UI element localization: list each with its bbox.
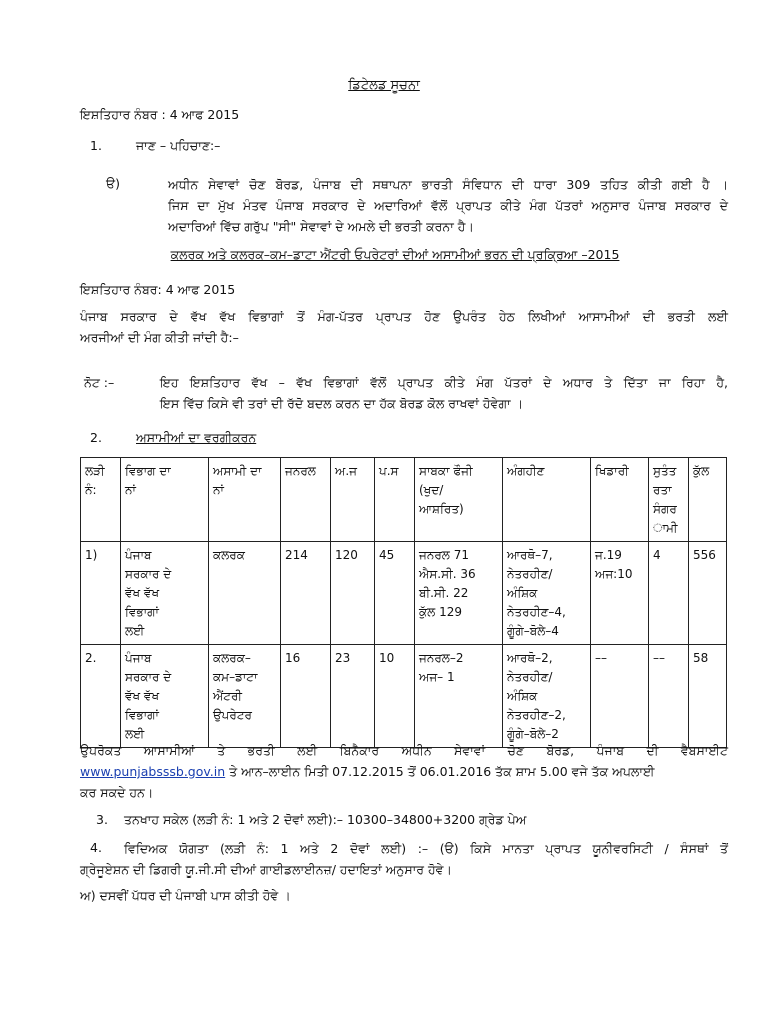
cell-text: ਜਨਰਲ xyxy=(285,464,316,478)
cell-department xyxy=(121,645,209,748)
cell-freedom-fighter xyxy=(649,542,689,645)
cell-text: ਲਈ xyxy=(125,624,145,638)
cell-text: 16 xyxy=(285,651,301,665)
cell-text: ਗੂੰਗੇ–ਬੋਲੇ–2 xyxy=(507,727,559,741)
table-header-row xyxy=(81,458,727,542)
cell-text: ਖਿਡਾਰੀ xyxy=(595,464,629,478)
cell-text: ਆਰਥੋ–2, xyxy=(507,651,553,665)
cell-disabled xyxy=(503,458,591,542)
cell-text: ਨੇਤਰਹੀਣ–4, xyxy=(507,605,566,619)
cell-text: 1) xyxy=(85,548,98,562)
cell-sc xyxy=(331,458,375,542)
cell-text: 214 xyxy=(285,548,308,562)
cell-text: ਆਰਥੋ–7, xyxy=(507,548,553,562)
cell-text: ਅਜ– 1 xyxy=(419,670,455,684)
page-title: ਡਿਟੇਲਡ ਸੂਚਨਾ xyxy=(348,78,420,93)
apply-line xyxy=(80,761,728,782)
section-3-number: 3. xyxy=(96,812,108,827)
cell-total xyxy=(689,645,727,748)
posts-table xyxy=(80,457,727,748)
cell-bc xyxy=(375,458,415,542)
ad-number-2: ਇਸ਼ਤਿਹਾਰ ਨੰਬਰ: 4 ਆਫ 2015 xyxy=(80,282,236,297)
cell-sportsperson xyxy=(591,645,649,748)
cell-text: ਉਪਰੇਟਰ xyxy=(213,708,252,722)
apply-line: ਉਪਰੋਕਤ ਆਸਾਮੀਆਂ ਤੇ ਭਰਤੀ ਲਈ ਬਿਨੈਕਾਰ ਅਧੀਨ ਸੇਵਾਵਾਂ ਚੋਣ ਬੋਰਡ, ਪੰਜਾਬ ਦੀ ਵੈਬਸਾਈਟ xyxy=(80,743,728,758)
cell-text: ਨੇਤਰਹੀਣ–2, xyxy=(507,708,566,722)
cell-text: 2. xyxy=(85,651,97,665)
cell-text: ਕਲਰਕ xyxy=(213,548,245,562)
cell-text: 556 xyxy=(693,548,716,562)
cell-sc xyxy=(331,645,375,748)
note-text xyxy=(160,372,728,414)
apply-line: ਕਰ ਸਕਦੇ ਹਨ। xyxy=(80,785,154,800)
item-a-label: ੳ) xyxy=(106,176,120,191)
cell-text: ਸਰਕਾਰ ਦੇ xyxy=(125,670,172,684)
section-2-number: 2. xyxy=(90,430,102,445)
cell-text: ਪੰਜਾਬ xyxy=(125,548,152,562)
cell-text: ਲਈ xyxy=(125,727,145,741)
intro-line: ਪੰਜਾਬ ਸਰਕਾਰ ਦੇ ਵੱਖ ਵੱਖ ਵਿਭਾਗਾਂ ਤੋਂ ਮੰਗ-ਪੱਤਰ ਪ੍ਰਾਪਤ ਹੋਣ ਉਪਰੰਤ ਹੇਠ ਲਿਖੀਆਂ ਆਸਾਮੀਆਂ ਦੀ ਭਰਤੀ ਲਈ xyxy=(80,309,728,324)
cell-text: (ਖੁਦ/ xyxy=(419,483,444,497)
section-1-line: ਜਿਸ ਦਾ ਮੁੱਖ ਮੰਤਵ ਪੰਜਾਬ ਸਰਕਾਰ ਦੇ ਅਦਾਰਿਆਂ ਵੱਲੋਂ ਪ੍ਰਾਪਤ ਕੀਤੇ ਮੰਗ ਪੱਤਰਾਂ ਅਨੁਸਾਰ ਪੰਜਾਬ ਸਰਕਾਰ ਦੇ xyxy=(168,198,728,213)
cell-text: ਸੁਤੰਤ xyxy=(653,464,677,478)
apply-paragraph xyxy=(80,740,728,803)
cell-text: ਰਤਾ xyxy=(653,483,672,497)
cell-text: ਨਾਂ xyxy=(125,483,136,497)
cell-total xyxy=(689,542,727,645)
table-row xyxy=(81,645,727,748)
cell-text: –– xyxy=(595,651,607,665)
cell-text: ਗੂੰਗੇ–ਬੋਲੇ–4 xyxy=(507,624,559,638)
cell-text: ਅੰਸ਼ਿਕ xyxy=(507,689,538,703)
section-1-number: 1. xyxy=(90,138,102,153)
cell-text: ਵੱਖ ਵੱਖ xyxy=(125,689,160,703)
cell-text: ਕਮ–ਡਾਟਾ xyxy=(213,670,258,684)
punjabi-requirement: ਅ) ਦਸਵੀਂ ਪੱਧਰ ਦੀ ਪੰਜਾਬੀ ਪਾਸ ਕੀਤੀ ਹੋਵੇ । xyxy=(80,888,291,903)
cell-general xyxy=(281,645,331,748)
cell-text: 23 xyxy=(335,651,351,665)
cell-post xyxy=(209,542,281,645)
cell-text: ਪ.ਸ xyxy=(379,464,399,478)
cell-text: ਨੰ: xyxy=(85,483,97,497)
cell-text: ਅਜ:10 xyxy=(595,567,633,581)
cell-text: ਵੱਖ ਵੱਖ xyxy=(125,586,160,600)
cell-text: ਲੜੀ xyxy=(85,464,105,478)
cell-text: ਜਨਰਲ 71 xyxy=(419,548,469,562)
cell-text: ਵਿਭਾਗਾਂ xyxy=(125,605,159,619)
cell-total xyxy=(689,458,727,542)
cell-sportsperson xyxy=(591,542,649,645)
cell-text: ਆਸ਼ਰਿਤ) xyxy=(419,502,464,516)
cell-text: ਸੰਗਰ xyxy=(653,502,677,516)
cell-text: ਅੰਗਹੀਣ xyxy=(507,464,545,478)
cell-text: ਅਸਾਮੀ ਦਾ xyxy=(213,464,262,478)
apply-dates: ਤੇ ਆਨ–ਲਾਈਨ ਮਿਤੀ 07.12.2015 ਤੋਂ 06.01.2016 ਤੱਕ ਸ਼ਾਮ 5.00 ਵਜੇ ਤੱਕ ਅਪਲਾਈ xyxy=(225,764,655,779)
cell-ex-serviceman xyxy=(415,458,503,542)
cell-text: ਐਸ.ਸੀ. 36 xyxy=(419,567,476,581)
section-1-line: ਅਧੀਨ ਸੇਵਾਵਾਂ ਚੋਣ ਬੋਰਡ, ਪੰਜਾਬ ਦੀ ਸਥਾਪਨਾ ਭਾਰਤੀ ਸੰਵਿਧਾਨ ਦੀ ਧਾਰਾ 309 ਤਹਿਤ ਕੀਤੀ ਗਈ ਹੈ । xyxy=(168,177,728,192)
cell-text: ਬੀ.ਸੀ. 22 xyxy=(419,586,469,600)
cell-text: ਕੁੱਲ 129 xyxy=(419,605,463,619)
cell-text: ਸਰਕਾਰ ਦੇ xyxy=(125,567,172,581)
cell-text: ਸਾਬਕਾ ਫੌਜੀ xyxy=(419,464,473,478)
cell-text: ਕਲਰਕ– xyxy=(213,651,251,665)
cell-text: 10 xyxy=(379,651,395,665)
section-1-paragraph xyxy=(168,174,728,237)
qualification-line: ਵਿਦਿਅਕ ਯੋਗਤਾ (ਲੜੀ ਨੰ: 1 ਅਤੇ 2 ਦੋਵਾਂ ਲਈ) :– (ੳ) ਕਿਸੇ ਮਾਨਤਾ ਪ੍ਰਾਪਤ ਯੂਨੀਵਰਸਿਟੀ / ਸੰਸਥਾਂ ਤੋਂ xyxy=(124,841,728,856)
cell-freedom-fighter xyxy=(649,458,689,542)
cell-serial xyxy=(81,542,121,645)
cell-post xyxy=(209,645,281,748)
cell-text: ਪੰਜਾਬ xyxy=(125,651,152,665)
cell-text: ਜ.19 xyxy=(595,548,622,562)
cell-general xyxy=(281,458,331,542)
table-row xyxy=(81,542,727,645)
cell-serial xyxy=(81,458,121,542)
section-4-number: 4. xyxy=(90,840,102,855)
cell-text: –– xyxy=(653,651,665,665)
cell-text: ਵਿਭਾਗਾਂ xyxy=(125,708,159,722)
cell-text: ਕੁੱਲ xyxy=(693,464,710,478)
qualification-line: ਗ੍ਰੇਜੂਏਸ਼ਨ ਦੀ ਡਿਗਰੀ ਯੂ.ਜੀ.ਸੀ ਦੀਆਂ ਗਾਈਡਲਾਈਨਜ਼/ ਹਦਾਇਤਾਂ ਅਨੁਸਾਰ ਹੋਵੇ। xyxy=(80,862,452,877)
note-line: ਇਸ ਵਿੱਚ ਕਿਸੇ ਵੀ ਤਰਾਂ ਦੀ ਰੱਦੋ ਬਦਲ ਕਰਨ ਦਾ ਹੱਕ ਬੋਰਡ ਕੋਲ ਰਾਖਵਾਂ ਹੋਵੇਗਾ । xyxy=(160,396,524,411)
cell-text: ਅ.ਜ xyxy=(335,464,357,478)
cell-disabled xyxy=(503,542,591,645)
cell-bc xyxy=(375,542,415,645)
section-1-heading: ਜਾਣ – ਪਹਿਚਾਣ:– xyxy=(136,138,221,153)
website-link[interactable]: www.punjabsssb.gov.in xyxy=(80,764,226,779)
cell-post xyxy=(209,458,281,542)
section-1-line: ਅਦਾਰਿਆਂ ਵਿੱਚ ਗਰੁੱਪ "ਸੀ" ਸੇਵਾਵਾਂ ਦੇ ਅਮਲੇ ਦੀ ਭਰਤੀ ਕਰਨਾ ਹੈ। xyxy=(168,219,474,234)
cell-text: 120 xyxy=(335,548,358,562)
cell-text: ਜਨਰਲ–2 xyxy=(419,651,464,665)
section-2-heading: ਅਸਾਮੀਆਂ ਦਾ ਵਰਗੀਕਰਨ xyxy=(136,430,257,445)
cell-serial xyxy=(81,645,121,748)
cell-text: ਨੇਤਰਹੀਣ/ xyxy=(507,567,553,581)
cell-disabled xyxy=(503,645,591,748)
note-label: ਨੋਟ :– xyxy=(84,375,115,390)
cell-text: ਨਾਂ xyxy=(213,483,224,497)
cell-department xyxy=(121,542,209,645)
cell-ex-serviceman xyxy=(415,542,503,645)
cell-sportsperson xyxy=(591,458,649,542)
intro-paragraph xyxy=(80,306,728,348)
cell-department xyxy=(121,458,209,542)
cell-ex-serviceman xyxy=(415,645,503,748)
cell-bc xyxy=(375,645,415,748)
cell-text: ਐਂਟਰੀ xyxy=(213,689,243,703)
cell-text: ਨੇਤਰਹੀਣ/ xyxy=(507,670,553,684)
cell-text: ਾਮੀ xyxy=(653,521,678,535)
cell-text: ਵਿਭਾਗ ਦਾ xyxy=(125,464,171,478)
note-line: ਇਹ ਇਸ਼ਤਿਹਾਰ ਵੱਖ – ਵੱਖ ਵਿਭਾਗਾਂ ਵੱਲੋਂ ਪ੍ਰਾਪਤ ਕੀਤੇ ਮੰਗ ਪੱਤਰਾਂ ਦੇ ਅਧਾਰ ਤੇ ਦਿੱਤਾ ਜਾ ਰਿਹਾ ਹੈ, xyxy=(160,375,728,390)
cell-general xyxy=(281,542,331,645)
cell-text: 45 xyxy=(379,548,395,562)
cell-freedom-fighter xyxy=(649,645,689,748)
ad-number: ਇਸ਼ਤਿਹਾਰ ਨੰਬਰ : 4 ਆਫ 2015 xyxy=(80,107,240,122)
pay-scale: ਤਨਖਾਹ ਸਕੇਲ (ਲੜੀ ਨੰ: 1 ਅਤੇ 2 ਦੋਵਾਂ ਲਈ):– 10300–34800+3200 ਗ੍ਰੇਡ ਪੇਅ xyxy=(124,812,527,827)
qualification-paragraph xyxy=(80,838,728,880)
cell-text: ਅੰਸ਼ਿਕ xyxy=(507,586,538,600)
cell-text: 4 xyxy=(653,548,661,562)
cell-sc xyxy=(331,542,375,645)
cell-text: 58 xyxy=(693,651,709,665)
intro-line: ਅਰਜੀਆਂ ਦੀ ਮੰਗ ਕੀਤੀ ਜਾਂਦੀ ਹੈ:– xyxy=(80,330,239,345)
process-heading: ਕਲਰਕ ਅਤੇ ਕਲਰਕ–ਕਮ–ਡਾਟਾ ਐਂਟਰੀ ਓਪਰੇਟਰਾਂ ਦੀਆਂ ਅਸਾਮੀਆਂ ਭਰਨ ਦੀ ਪ੍ਰਕ੍ਰਿਆ –2015 xyxy=(170,247,620,262)
